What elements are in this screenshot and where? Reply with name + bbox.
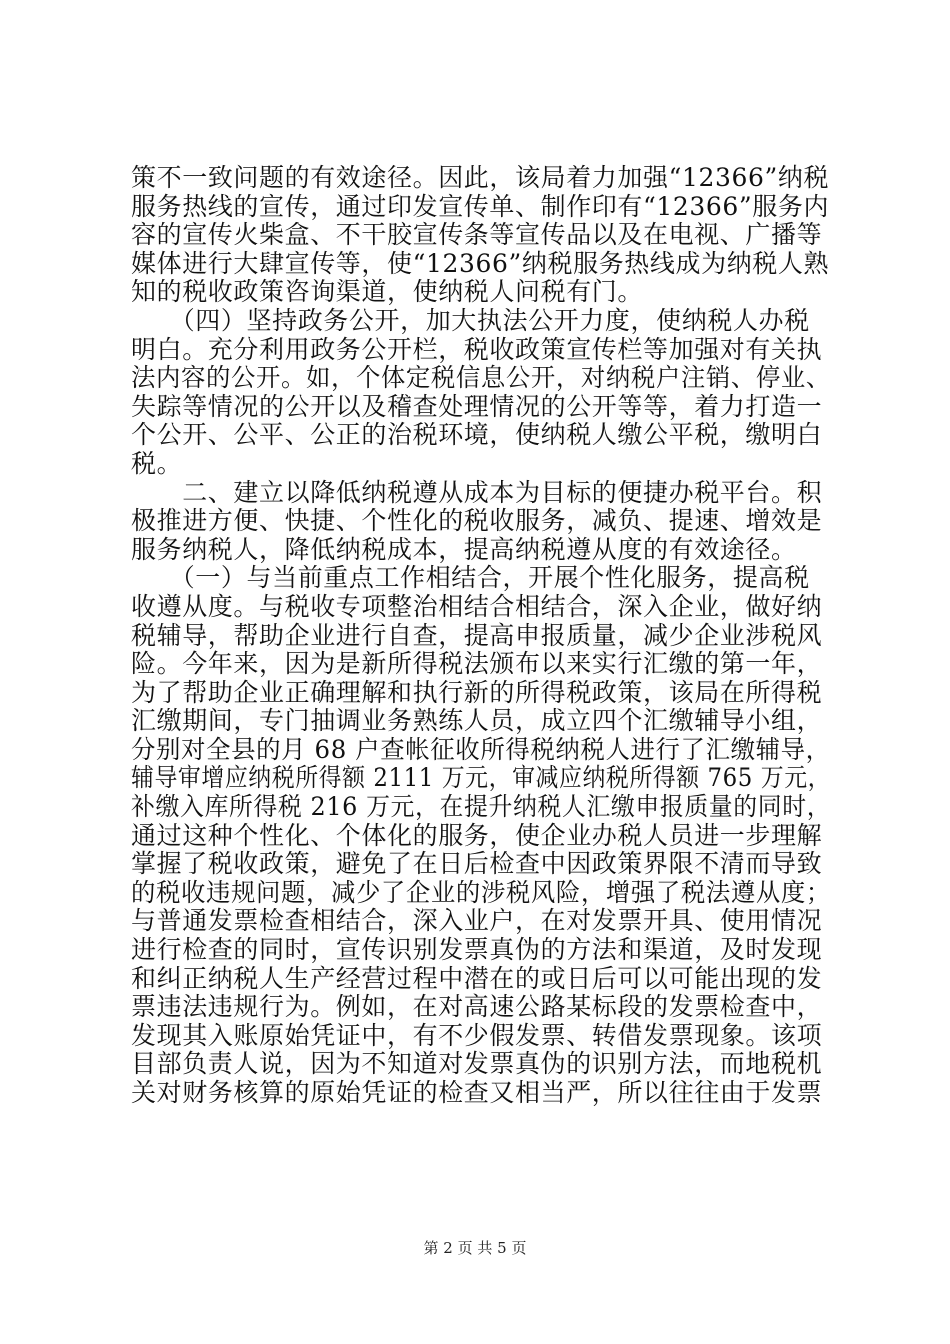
text-line: 和纠正纳税人生产经营过程中潜在的或日后可以可能出现的发 <box>131 963 823 993</box>
text-line: 失踪等情况的公开以及稽查处理情况的公开等等，着力打造一 <box>131 391 823 421</box>
text-line: （一）与当前重点工作相结合，开展个性化服务，提高税 <box>131 563 810 593</box>
text-line: 发现其入账原始凭证中，有不少假发票、转借发票现象。该项 <box>131 1020 823 1050</box>
text-line: 辅导审增应纳税所得额 2111 万元，审减应纳税所得额 765 万元， <box>131 763 832 793</box>
text-line: 目部负责人说，因为不知道对发票真伪的识别方法，而地税机 <box>131 1049 823 1079</box>
text-line: 票违法违规行为。例如，在对高速公路某标段的发票检查中， <box>131 992 823 1022</box>
text-line: 二、建立以降低纳税遵从成本为目标的便捷办税平台。积 <box>131 477 823 507</box>
text-line: 法内容的公开。如，个体定税信息公开，对纳税户注销、停业、 <box>131 363 831 393</box>
text-line: 税辅导，帮助企业进行自查，提高申报质量，减少企业涉税风 <box>131 620 823 650</box>
text-line: 媒体进行大肆宣传等，使“12366”纳税服务热线成为纳税人熟 <box>131 248 830 278</box>
text-line: 险。今年来，因为是新所得税法颁布以来实行汇缴的第一年， <box>131 649 823 679</box>
text-line: 分别对全县的月 68 户查帐征收所得税纳税人进行了汇缴辅导， <box>131 734 831 764</box>
text-line: 知的税收政策咨询渠道，使纳税人问税有门。 <box>131 277 644 307</box>
text-line: 掌握了税收政策，避免了在日后检查中因政策界限不清而导致 <box>131 849 823 879</box>
text-line: 税。 <box>131 448 183 478</box>
text-line: （四）坚持政务公开，加大执法公开力度，使纳税人办税 <box>131 305 810 335</box>
text-line: 策不一致问题的有效途径。因此，该局着力加强“12366”纳税 <box>131 163 830 192</box>
body-text <box>131 164 831 1108</box>
text-line: 关对财务核算的原始凭证的检查又相当严，所以往往由于发票 <box>131 1078 823 1107</box>
text-line: 为了帮助企业正确理解和执行新的所得税政策，该局在所得税 <box>131 677 823 707</box>
page-footer: 第 2 页 共 5 页 <box>423 1239 527 1257</box>
text-line: 通过这种个性化、个体化的服务，使企业办税人员进一步理解 <box>131 820 823 850</box>
text-line: 收遵从度。与税收专项整治相结合相结合，深入企业，做好纳 <box>131 591 823 621</box>
text-line: 服务纳税人，降低纳税成本，提高纳税遵从度的有效途径。 <box>131 534 797 564</box>
text-line: 明白。充分利用政务公开栏，税收政策宣传栏等加强对有关执 <box>131 334 823 364</box>
text-line: 补缴入库所得税 216 万元，在提升纳税人汇缴申报质量的同时， <box>131 792 832 822</box>
text-line: 容的宣传火柴盒、不干胶宣传条等宣传品以及在电视、广播等 <box>131 220 823 250</box>
text-line: 汇缴期间，专门抽调业务熟练人员，成立四个汇缴辅导小组， <box>131 706 823 736</box>
text-line: 极推进方便、快捷、个性化的税收服务，减负、提速、增效是 <box>131 506 823 536</box>
text-line: 服务热线的宣传，通过印发宣传单、制作印有“12366”服务内 <box>131 191 830 221</box>
text-line: 个公开、公平、公正的治税环境，使纳税人缴公平税，缴明白 <box>131 420 823 450</box>
text-line: 进行检查的同时，宣传识别发票真伪的方法和渠道，及时发现 <box>131 935 823 965</box>
text-line: 与普通发票检查相结合，深入业户，在对发票开具、使用情况 <box>131 906 823 936</box>
text-line: 的税收违规问题，减少了企业的涉税风险，增强了税法遵从度； <box>131 877 831 907</box>
